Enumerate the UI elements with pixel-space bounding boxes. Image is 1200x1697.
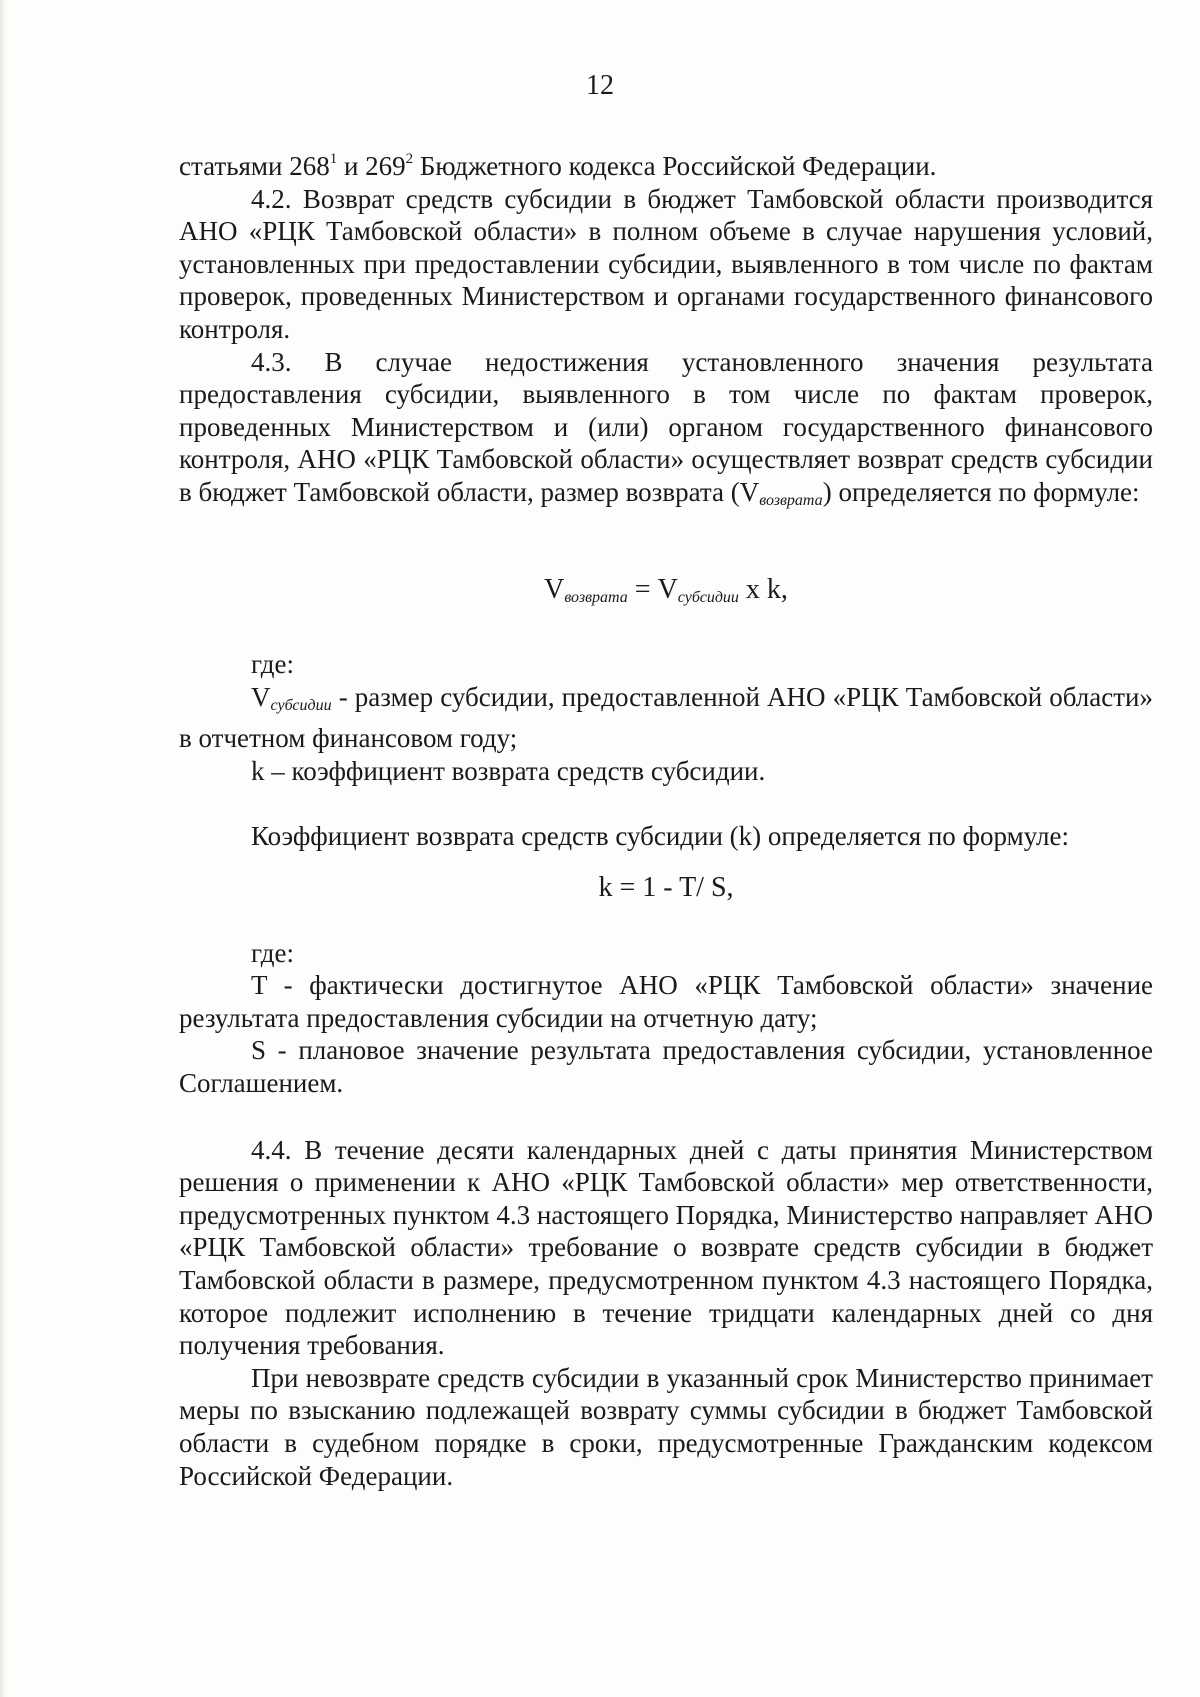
- formula1-v1-sub: возврата: [564, 588, 628, 606]
- intro-text-a: статьями 268: [179, 151, 330, 181]
- intro-text-b: и 269: [337, 151, 406, 181]
- intro-text-c: Бюджетного кодекса Российской Федерации.: [413, 151, 937, 181]
- intro-line: [179, 150, 1153, 183]
- where-label-2: где:: [251, 937, 294, 968]
- p4-3-sub: возврата: [759, 491, 823, 509]
- def1-sub: субсидии: [270, 696, 332, 714]
- intro-sup-b: 2: [405, 151, 414, 167]
- p4-3-text: 4.3. В случае недостижения установленного значения результата предоставления субсидии, выявленного в том числе по фактам проверок, проведенных Министерством и (или) органом государственного финансового контроля, АНО «РЦК Тамбовской области» осуществляет возврат средств субсидии в бюджет Тамбовской области, размер возврата (V: [179, 346, 1153, 507]
- definition-t: T - фактически достигнутое АНО «РЦК Тамбовской области» значение результата предоставления субсидии на отчетную дату;: [179, 970, 1153, 1033]
- p4-3-tail: ): [822, 476, 832, 507]
- paragraph-4-2: 4.2. Возврат средств субсидии в бюджет Тамбовской области производится АНО «РЦК Тамбовской области» в полном объеме в случае нарушения условий, установленных при предоставлении субсидии, выявленного в том числе по фактам проверок, проведенных Министерством и органами государственного финансового контроля.: [179, 183, 1153, 344]
- scan-edge: [0, 0, 6, 1697]
- p4-3-after: определяется по формуле:: [838, 476, 1140, 507]
- formula-coefficient: k = 1 - T/ S,: [598, 872, 734, 904]
- formula1-eq: = V: [627, 573, 678, 605]
- definition-v-subsidy: [179, 681, 1153, 755]
- formula1-v2-sub: субсидии: [677, 588, 739, 606]
- formula1-rest: x k,: [738, 573, 788, 605]
- paragraph-final: При невозврате средств субсидии в указанный срок Министерство принимает меры по взысканию подлежащей возврату суммы субсидии в бюджет Тамбовской области в судебном порядке в сроки, предусмотренные Гражданским кодексом Российской Федерации.: [179, 1362, 1153, 1491]
- formula1-v1: V: [544, 573, 565, 605]
- paragraph-4-3: [179, 346, 1153, 518]
- paragraph-4-4: 4.4. В течение десяти календарных дней с даты принятия Министерством решения о применении к АНО «РЦК Тамбовской области» мер ответственности, предусмотренных пунктом 4.3 настоящего Порядка, Министерство направляет АНО «РЦК Тамбовской области» требование о возврате средств субсидии в бюджет Тамбовской области в размере, предусмотренном пунктом 4.3 настоящего Порядка, которое подлежит исполнению в течение тридцати календарных дней со дня получения требования.: [179, 1134, 1153, 1361]
- def1-v: V: [251, 681, 271, 712]
- definition-s: S - плановое значение результата предоставления субсидии, установленное Соглашением.: [179, 1035, 1153, 1099]
- coefficient-intro: Коэффициент возврата средств субсидии (k) определяется по формуле:: [251, 820, 1070, 851]
- formula-return: [179, 574, 1153, 615]
- where-label-1: где:: [251, 649, 294, 680]
- page-number: 12: [586, 70, 614, 101]
- document-body: [179, 150, 1153, 1492]
- def1-text: - размер субсидии, предоставленной АНО «РЦК Тамбовской области» в отчетном финансовом году;: [179, 681, 1153, 754]
- definition-k: k – коэффициент возврата средств субсидии.: [251, 755, 766, 786]
- intro-sup-a: 1: [329, 151, 338, 167]
